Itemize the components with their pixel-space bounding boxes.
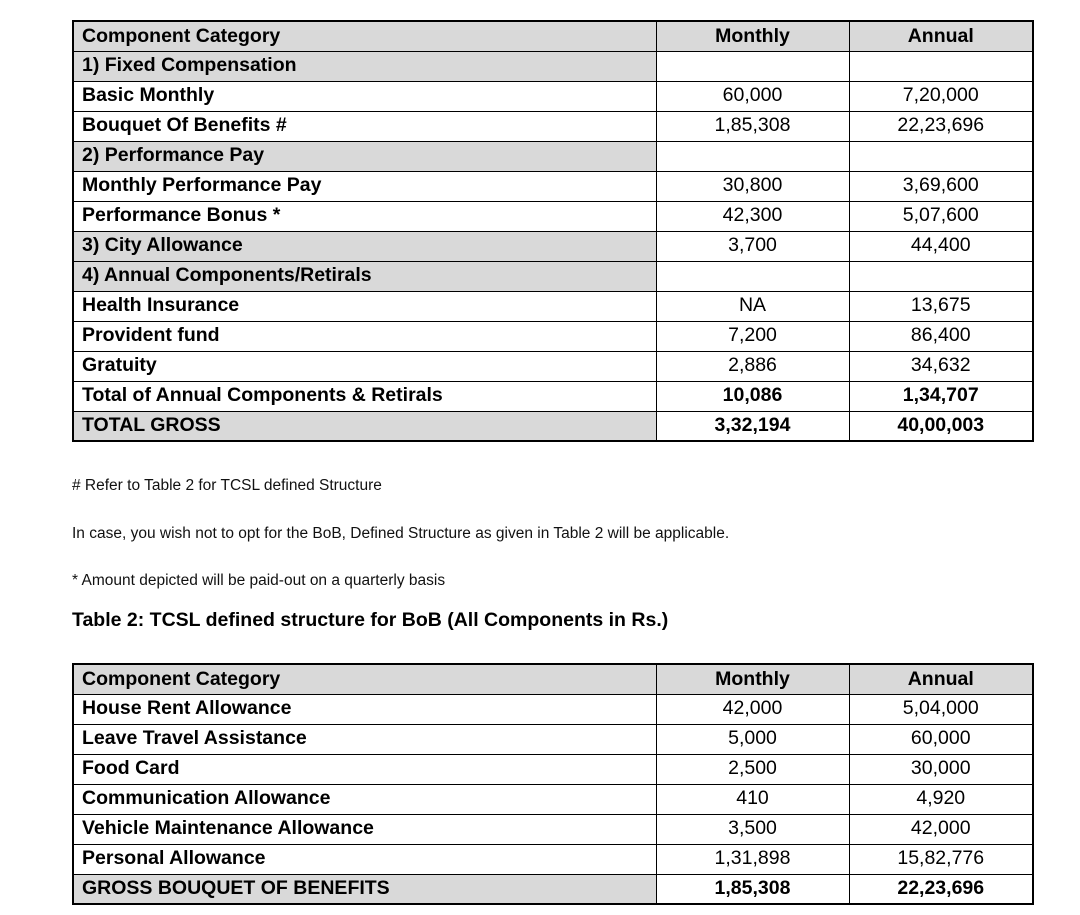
table-2-caption: Table 2: TCSL defined structure for BoB (All Components in Rs.) <box>72 609 669 631</box>
table-row <box>73 171 1033 201</box>
column-header-component-category: Component Category <box>73 21 656 51</box>
row-label: 2) Performance Pay <box>73 141 656 171</box>
bouquet-of-benefits-table-container <box>72 663 1034 905</box>
column-header-monthly: Monthly <box>656 21 849 51</box>
row-label: Performance Bonus * <box>73 201 656 231</box>
table-row <box>73 411 1033 441</box>
row-monthly-value: 1,31,898 <box>656 844 849 874</box>
row-annual-value <box>849 51 1033 81</box>
row-label: Provident fund <box>73 321 656 351</box>
table-row <box>73 231 1033 261</box>
row-annual-value: 7,20,000 <box>849 81 1033 111</box>
table-row <box>73 141 1033 171</box>
table-body <box>73 694 1033 904</box>
row-label: Basic Monthly <box>73 81 656 111</box>
row-annual-value: 15,82,776 <box>849 844 1033 874</box>
row-label: Total of Annual Components & Retirals <box>73 381 656 411</box>
row-monthly-value <box>656 261 849 291</box>
row-annual-value: 4,920 <box>849 784 1033 814</box>
row-annual-value <box>849 261 1033 291</box>
row-annual-value: 42,000 <box>849 814 1033 844</box>
row-monthly-value: 410 <box>656 784 849 814</box>
table-row <box>73 351 1033 381</box>
row-annual-value: 60,000 <box>849 724 1033 754</box>
row-monthly-value <box>656 141 849 171</box>
row-monthly-value: 2,886 <box>656 351 849 381</box>
column-header-monthly: Monthly <box>656 664 849 694</box>
row-label: Bouquet Of Benefits # <box>73 111 656 141</box>
row-monthly-value: 2,500 <box>656 754 849 784</box>
row-annual-value: 5,07,600 <box>849 201 1033 231</box>
row-label: Leave Travel Assistance <box>73 724 656 754</box>
row-monthly-value: 30,800 <box>656 171 849 201</box>
table-row <box>73 754 1033 784</box>
row-label: Communication Allowance <box>73 784 656 814</box>
table-row <box>73 381 1033 411</box>
row-label: Personal Allowance <box>73 844 656 874</box>
row-annual-value: 3,69,600 <box>849 171 1033 201</box>
row-monthly-value: 10,086 <box>656 381 849 411</box>
row-label: House Rent Allowance <box>73 694 656 724</box>
row-monthly-value: 1,85,308 <box>656 874 849 904</box>
table-row <box>73 51 1033 81</box>
table-row <box>73 694 1033 724</box>
row-monthly-value: 1,85,308 <box>656 111 849 141</box>
table-row <box>73 291 1033 321</box>
row-label: 1) Fixed Compensation <box>73 51 656 81</box>
row-annual-value: 5,04,000 <box>849 694 1033 724</box>
row-annual-value: 34,632 <box>849 351 1033 381</box>
table-row <box>73 321 1033 351</box>
row-label: GROSS BOUQUET OF BENEFITS <box>73 874 656 904</box>
row-monthly-value: 3,700 <box>656 231 849 261</box>
row-monthly-value: 42,300 <box>656 201 849 231</box>
column-header-component-category: Component Category <box>73 664 656 694</box>
row-monthly-value: 7,200 <box>656 321 849 351</box>
table-header <box>73 664 1033 694</box>
table-body <box>73 51 1033 441</box>
table-row <box>73 261 1033 291</box>
row-label: Health Insurance <box>73 291 656 321</box>
column-header-annual: Annual <box>849 664 1033 694</box>
row-monthly-value: 5,000 <box>656 724 849 754</box>
row-label: Gratuity <box>73 351 656 381</box>
footnote-asterisk: * Amount depicted will be paid-out on a quarterly basis <box>72 572 446 590</box>
table-row <box>73 784 1033 814</box>
row-label: 3) City Allowance <box>73 231 656 261</box>
row-annual-value: 13,675 <box>849 291 1033 321</box>
table-row <box>73 111 1033 141</box>
table-row <box>73 81 1033 111</box>
row-annual-value: 1,34,707 <box>849 381 1033 411</box>
table-header-row <box>73 21 1033 51</box>
row-label: 4) Annual Components/Retirals <box>73 261 656 291</box>
row-monthly-value: 3,32,194 <box>656 411 849 441</box>
column-header-annual: Annual <box>849 21 1033 51</box>
table-header-row <box>73 664 1033 694</box>
compensation-structure-table-container <box>72 20 1034 442</box>
table-row <box>73 844 1033 874</box>
row-annual-value: 30,000 <box>849 754 1033 784</box>
table-row <box>73 201 1033 231</box>
table-row <box>73 724 1033 754</box>
row-annual-value: 86,400 <box>849 321 1033 351</box>
table-row <box>73 874 1033 904</box>
table-header <box>73 21 1033 51</box>
row-label: TOTAL GROSS <box>73 411 656 441</box>
row-annual-value: 22,23,696 <box>849 874 1033 904</box>
bouquet-of-benefits-table <box>72 663 1034 905</box>
compensation-structure-table <box>72 20 1034 442</box>
footnotes <box>72 477 1012 620</box>
row-monthly-value: 42,000 <box>656 694 849 724</box>
row-monthly-value <box>656 51 849 81</box>
row-label: Food Card <box>73 754 656 784</box>
table-row <box>73 814 1033 844</box>
row-annual-value: 44,400 <box>849 231 1033 261</box>
footnote-hash: # Refer to Table 2 for TCSL defined Structure <box>72 477 382 494</box>
row-label: Vehicle Maintenance Allowance <box>73 814 656 844</box>
row-monthly-value: NA <box>656 291 849 321</box>
row-annual-value: 40,00,003 <box>849 411 1033 441</box>
row-annual-value <box>849 141 1033 171</box>
footnote-bob-optout: In case, you wish not to opt for the BoB, Defined Structure as given in Table 2 will be applicable. <box>72 524 730 542</box>
row-label: Monthly Performance Pay <box>73 171 656 201</box>
row-monthly-value: 3,500 <box>656 814 849 844</box>
row-annual-value: 22,23,696 <box>849 111 1033 141</box>
row-monthly-value: 60,000 <box>656 81 849 111</box>
